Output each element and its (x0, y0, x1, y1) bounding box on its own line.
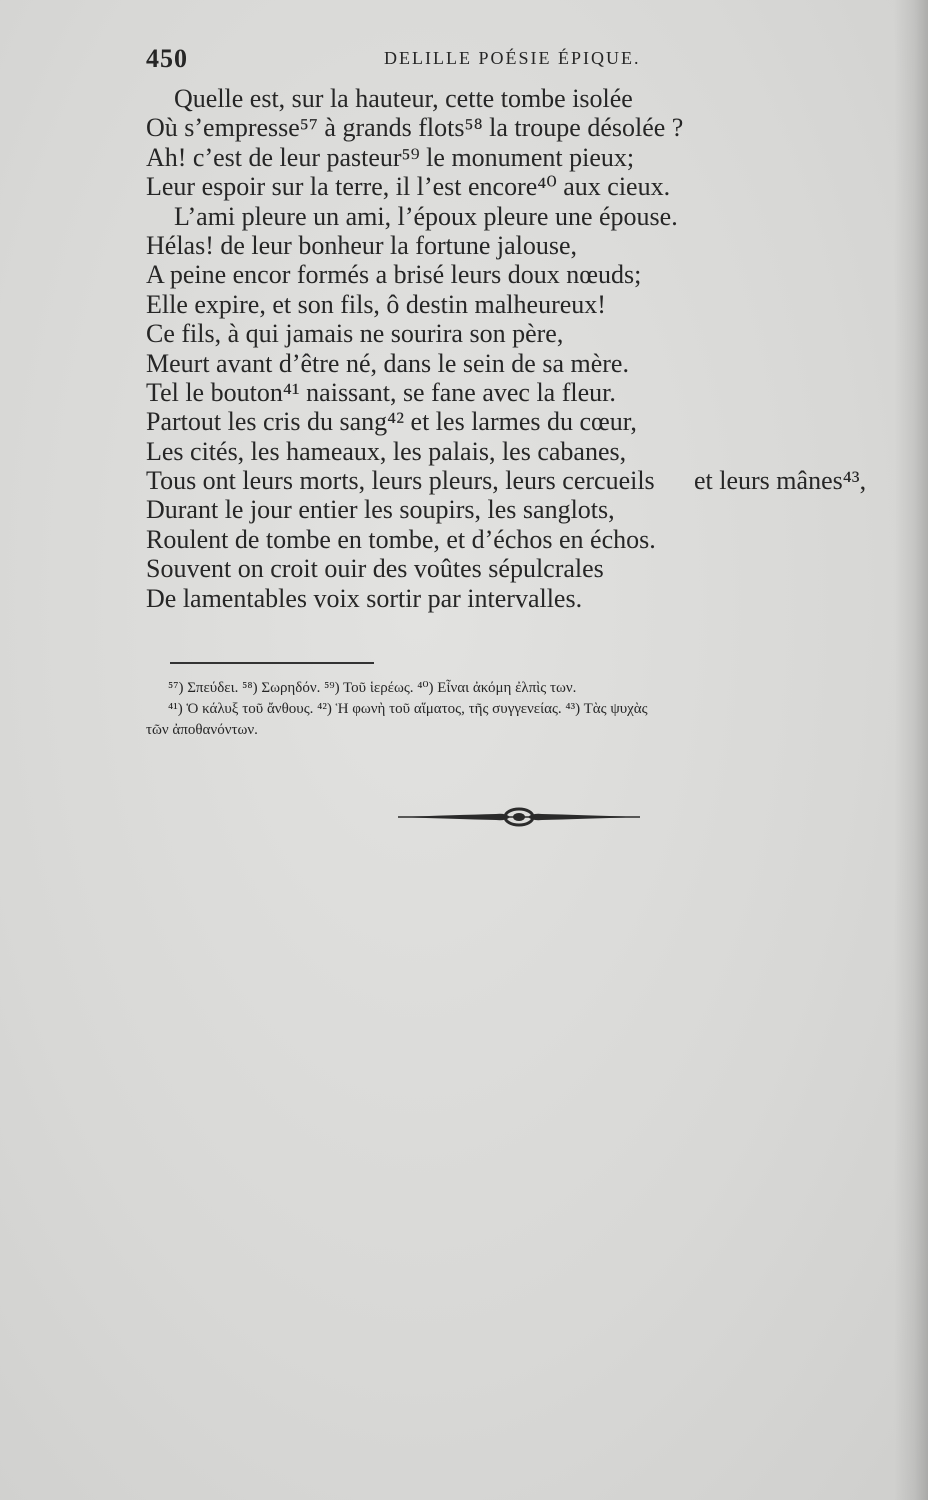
verse-line: Tel le bouton⁴¹ naissant, se fane avec la fleur. (146, 377, 616, 407)
page-number: 450 (146, 44, 188, 73)
verse-line: Ah! c’est de leur pasteur⁵⁹ le monument pieux; (146, 142, 635, 172)
verse-line: Elle expire, et son fils, ô destin malheureux! (146, 289, 606, 319)
verse-line: Quelle est, sur la hauteur, cette tombe isolée (174, 84, 633, 113)
tailpiece-ornament-icon (396, 806, 642, 828)
footnotes (146, 678, 906, 741)
verse-line: Où s’empresse⁵⁷ à grands flots⁵⁸ la troupe désolée ? (146, 113, 684, 143)
footnote-line: ⁵⁷) Σπεύδει. ⁵⁸) Σωρηδόν. ⁵⁹) Τοῦ ἱερέως. ⁴⁰) Εἶναι ἀκόμη ἐλπὶς των. (168, 680, 577, 696)
verse-line: Partout les cris du sang⁴² et les larmes du cœur, (146, 407, 637, 437)
running-head: DELILLE POÉSIE ÉPIQUE. (384, 48, 641, 68)
verse-line: Durant le jour entier les soupirs, les sanglots, (146, 495, 615, 525)
verse-line-tail: et leurs mânes⁴³, (694, 466, 867, 496)
verse-line: Roulent de tombe en tombe, et d’échos en échos. (146, 524, 656, 554)
footnote-line: ⁴¹) Ὁ κάλυξ τοῦ ἄνθους. ⁴²) Ἡ φωνὴ τοῦ αἵματος, τῆς συγγενείας. ⁴³) Τὰς ψυχὰς (168, 701, 648, 717)
verse-line: L’ami pleure un ami, l’époux pleure une épouse. (174, 201, 678, 231)
verse-line: A peine encor formés a brisé leurs doux nœuds; (146, 260, 642, 290)
verse-line: Hélas! de leur bonheur la fortune jalouse, (146, 230, 578, 260)
verse-line-main: Tous ont leurs morts, leurs pleurs, leurs cercueils (146, 466, 655, 496)
verse-line: Meurt avant d’être né, dans le sein de sa mère. (146, 348, 629, 378)
verse-line: Souvent on croit ouir des voûtes sépulcrales (146, 554, 604, 584)
verse-line: Les cités, les hameaux, les palais, les cabanes, (146, 436, 627, 466)
verse-line-with-tail (146, 466, 906, 495)
poem-text (146, 84, 906, 613)
verse-line: Ce fils, à qui jamais ne sourira son père, (146, 319, 564, 349)
verse-line: Leur espoir sur la terre, il l’est encore⁴⁰ aux cieux. (146, 172, 671, 202)
footnote-separator-rule (170, 662, 374, 664)
footnote-line: τῶν ἀποθανόντων. (146, 722, 258, 738)
verse-line: De lamentables voix sortir par intervalles. (146, 583, 583, 613)
